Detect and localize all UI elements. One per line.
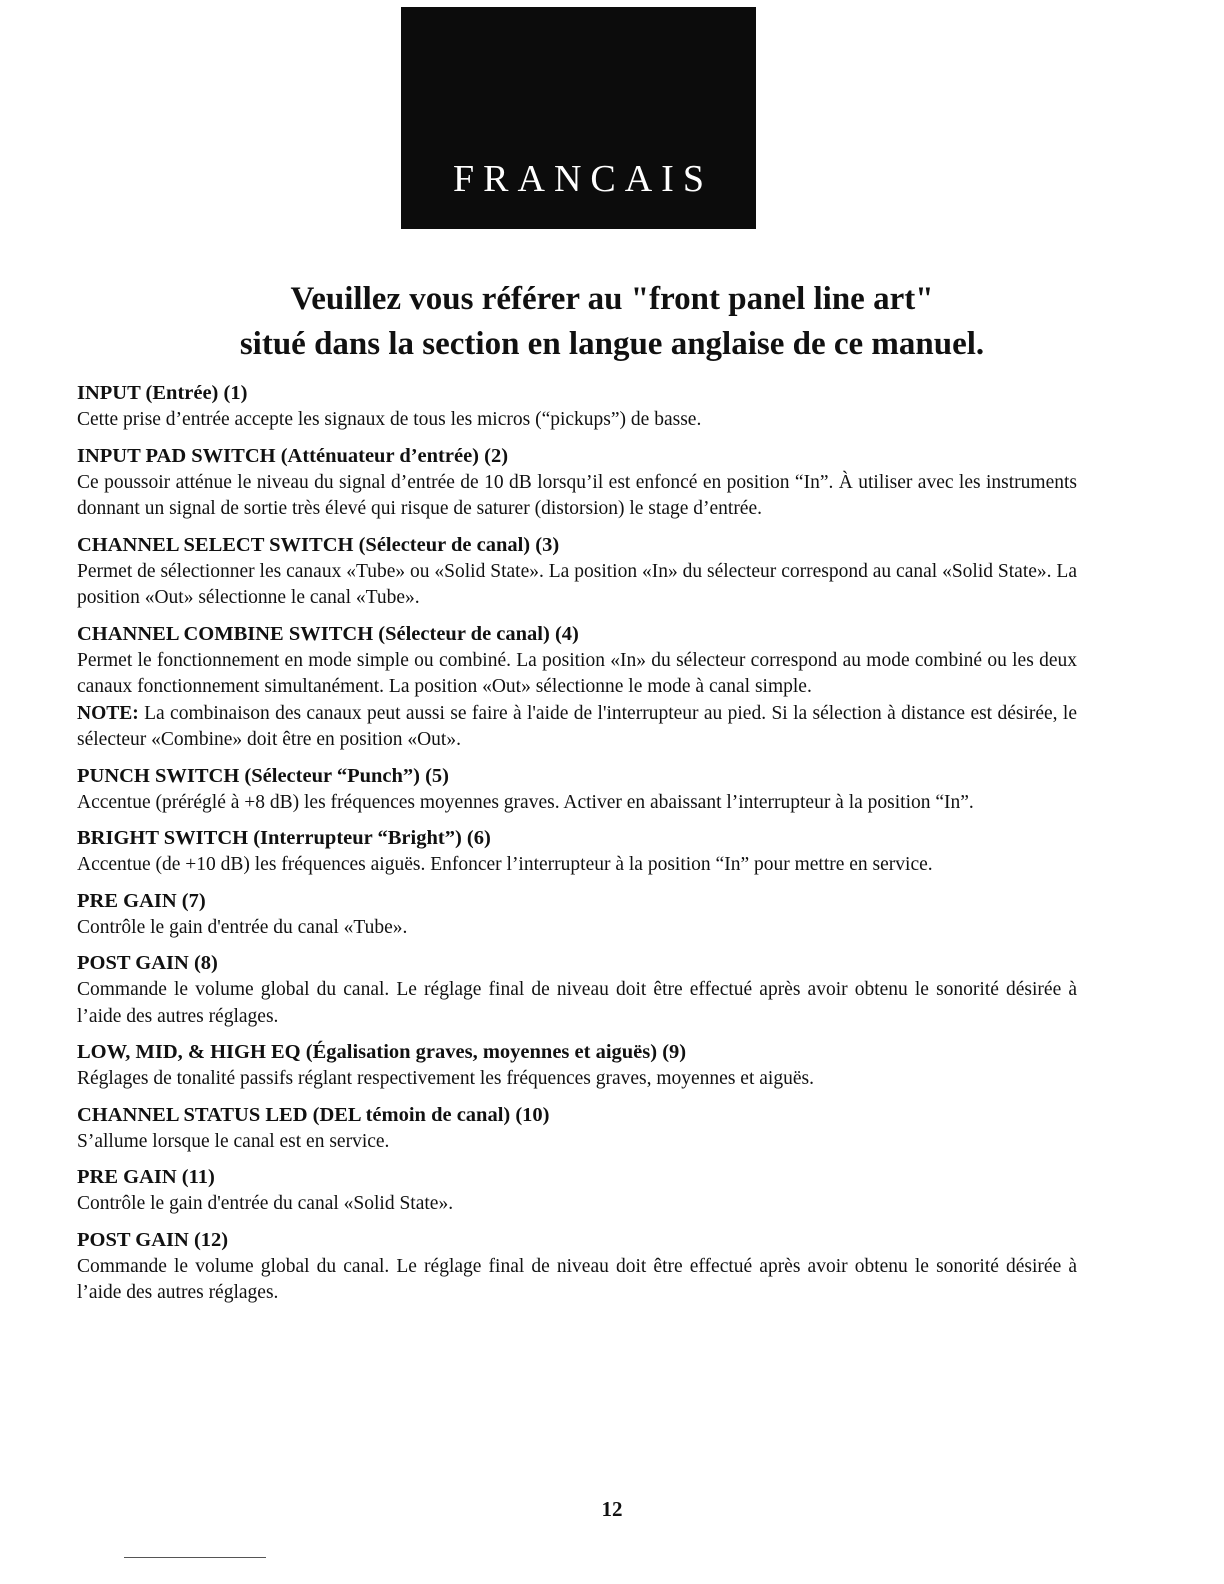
subtitle-line-2: situé dans la section en langue anglaise de ce manuel. (239, 326, 985, 362)
language-banner (401, 7, 756, 229)
page-number: 12 (601, 1497, 623, 1521)
section-body: Contrôle le gain d'entrée du canal «Tube». (77, 916, 408, 938)
section-heading: PRE GAIN (11) (77, 1166, 215, 1188)
section-heading: PRE GAIN (7) (77, 889, 206, 912)
section-body: Permet le fonctionnement en mode simple ou combiné. La position «In» du sélecteur correspond au mode combiné ou les deux canaux fonctionnement simultanément. La position «Out» sélectionne le mode à canal simple. (77, 649, 1077, 697)
section-heading: CHANNEL STATUS LED (DEL témoin de canal) (10) (77, 1103, 550, 1126)
section-channel-status-led (77, 1102, 1077, 1156)
banner-title: FRANCAIS (453, 158, 713, 200)
section-input (77, 380, 1077, 434)
section-body: Cette prise d’entrée accepte les signaux de tous les micros (“pickups”) de basse. (77, 409, 702, 430)
section-body: Permet de sélectionner les canaux «Tube» ou «Solid State». La position «In» du sélecteur correspond au canal «Solid State». La position «Out» sélectionne le canal «Tube». (77, 560, 1077, 608)
note-text: La combinaison des canaux peut aussi se faire à l'aide de l'interrupteur au pied. Si la sélection à distance est désirée, le sélecteur «Combine» doit être en position «Out». (77, 702, 1077, 750)
section-bright-switch (77, 825, 1077, 879)
subtitle-line-1: Veuillez vous référer au "front panel line art" (290, 281, 934, 317)
section-body: Réglages de tonalité passifs réglant respectivement les fréquences graves, moyennes et aiguës. (77, 1068, 814, 1089)
section-heading: INPUT PAD SWITCH (Atténuateur d’entrée) (2) (77, 444, 509, 467)
section-heading: CHANNEL SELECT SWITCH (Sélecteur de canal) (3) (77, 533, 560, 556)
section-heading: POST GAIN (12) (77, 1228, 229, 1251)
section-eq (77, 1039, 1077, 1093)
section-heading: POST GAIN (8) (77, 952, 218, 974)
section-body: Commande le volume global du canal. Le réglage final de niveau doit être effectué après avoir obtenu le sonorité désirée à l’aide des autres réglages. (77, 979, 1077, 1027)
section-pre-gain-tube (77, 888, 1077, 942)
section-body: Commande le volume global du canal. Le réglage final de niveau doit être effectué après avoir obtenu le sonorité désirée à l’aide des autres réglages. (77, 1255, 1077, 1303)
section-post-gain-solid-state (77, 1227, 1077, 1307)
section-note (77, 701, 1077, 754)
document-body (77, 380, 1077, 1316)
section-body: S’allume lorsque le canal est en service. (77, 1130, 390, 1152)
section-body: Contrôle le gain d'entrée du canal «Solid State». (77, 1193, 454, 1214)
section-body: Accentue (de +10 dB) les fréquences aiguës. Enfoncer l’interrupteur à la position “In” pour mettre en service. (77, 854, 933, 875)
section-heading: LOW, MID, & HIGH EQ (Égalisation graves, moyennes et aiguës) (9) (77, 1041, 687, 1063)
section-channel-select-switch (77, 532, 1077, 612)
section-punch-switch (77, 763, 1077, 817)
section-channel-combine-switch (77, 621, 1077, 754)
footer-rule (124, 1557, 266, 1558)
section-heading: INPUT (Entrée) (1) (77, 382, 248, 404)
section-pre-gain-solid-state (77, 1164, 1077, 1218)
section-post-gain-tube (77, 950, 1077, 1030)
section-heading: BRIGHT SWITCH (Interrupteur “Bright”) (6) (77, 827, 491, 849)
section-body: Ce poussoir atténue le niveau du signal d’entrée de 10 dB lorsqu’il est enfoncé en position “In”. À utiliser avec les instruments donnant un signal de sortie très élevé qui risque de saturer (distorsion) le stage d’entrée. (77, 471, 1077, 519)
section-heading: PUNCH SWITCH (Sélecteur “Punch”) (5) (77, 764, 450, 787)
section-input-pad-switch (77, 443, 1077, 523)
section-heading: CHANNEL COMBINE SWITCH (Sélecteur de canal) (4) (77, 622, 579, 645)
section-body: Accentue (préréglé à +8 dB) les fréquences moyennes graves. Activer en abaissant l’interrupteur à la position “In”. (77, 791, 974, 813)
note-label: NOTE: (77, 702, 139, 724)
